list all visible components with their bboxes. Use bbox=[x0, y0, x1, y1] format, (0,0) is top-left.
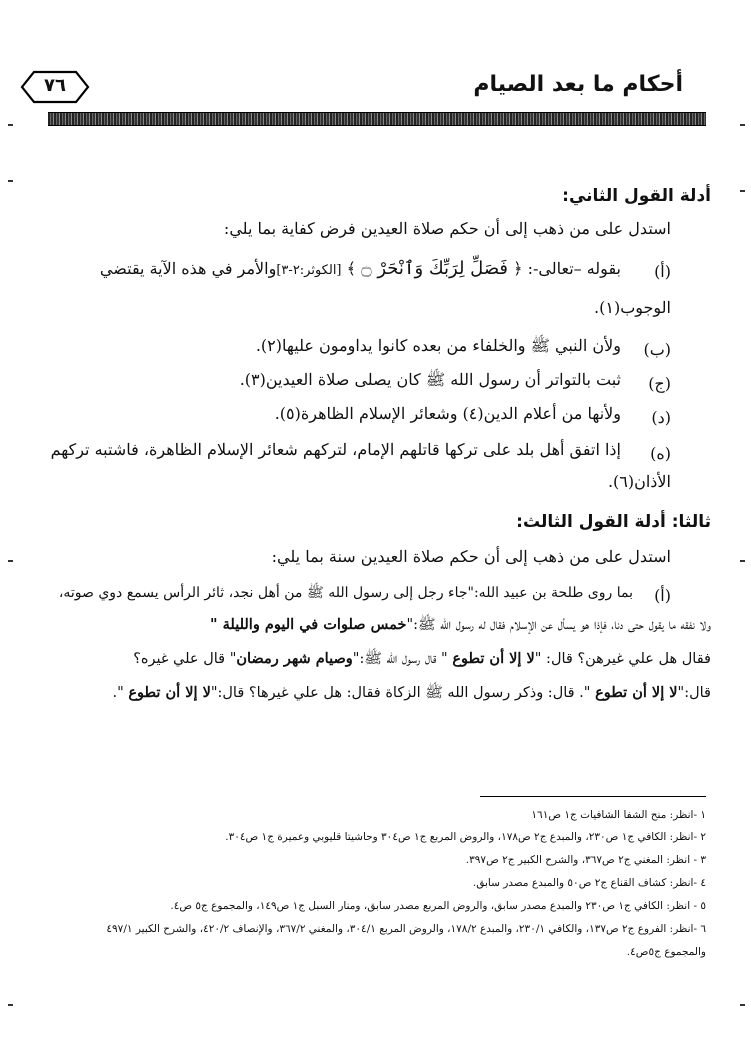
footnote-6: ٦ -انظر: الفروع ج٢ ص١٣٧، والكافي ٢٣٠/١، والمبدع ١٧٨/٢، والروض المربع ٣٠٤/١، والمغني ٣٦٧/٢، والإنصاف ٤٢٠/٢، والشرح الكبير ٤٩٧/١ bbox=[106, 923, 706, 935]
quran-reference: [الكوثر:٢-٣] bbox=[276, 263, 342, 278]
section2-heading: أدلة القول الثاني: bbox=[562, 186, 711, 206]
item-e-text: إذا اتفق أهل بلد على تركها قاتلهم الإمام، لتركهم شعائر الإسلام الظاهرة، فاشتبه تركهم bbox=[50, 440, 621, 459]
footnote-1: ١ -انظر: منح الشفا الشافيات ج١ ص١٦١ bbox=[531, 809, 706, 821]
section3-heading: ثالثا: أدلة القول الثالث: bbox=[516, 512, 711, 532]
scan-mark bbox=[8, 180, 13, 182]
hadith-line-4b: لا إلا أن تطوع bbox=[595, 684, 678, 701]
footnote-6-continuation: والمجموع ج٥ص٤. bbox=[626, 946, 706, 958]
scan-mark bbox=[8, 124, 13, 126]
page-number-badge bbox=[20, 70, 90, 104]
item-b-text: ولأن النبي ﷺ والخلفاء من بعده كانوا يداومون عليها(٢). bbox=[255, 336, 621, 355]
hadith-line-3c: " قال رسول الله ﷺ:" bbox=[352, 651, 453, 667]
hadith-line-2b: خمس صلوات في اليوم والليلة " bbox=[210, 616, 407, 633]
quran-verse: فَصَلِّ لِرَبِّكَ وَٱنْحَرْ ۝ bbox=[361, 258, 509, 279]
footnote-4: ٤ -انظر: كشاف القناع ج٢ ص٥٠ والمبدع مصدر سابق. bbox=[472, 877, 706, 889]
footnote-2: ٢ -انظر: الكافي ج١ ص٢٣٠، والمبدع ج٢ ص١٧٨، والروض المربع ج١ ص٣٠٤ وحاشيتا قليوبي وعميرة ج١ ص٣٠٤. bbox=[225, 831, 706, 843]
scan-mark bbox=[740, 190, 745, 192]
page-number: ٧٦ bbox=[44, 75, 66, 96]
item-a-text bbox=[40, 258, 621, 279]
item-a-continuation: الوجوب(١). bbox=[594, 298, 671, 317]
hadith-line-4d: لا إلا أن تطوع bbox=[128, 684, 211, 701]
scan-mark bbox=[740, 560, 745, 562]
hadith-line-2 bbox=[40, 616, 711, 637]
scan-mark bbox=[8, 560, 13, 562]
scan-mark bbox=[740, 1004, 745, 1006]
footnote-3: ٣ - انظر: المغني ج٢ ص٣٦٧، والشرح الكبير ج٢ ص٣٩٧. bbox=[465, 854, 706, 866]
item-c-text: ثبت بالتواتر أن رسول الله ﷺ كان يصلى صلاة العيدين(٣). bbox=[239, 370, 621, 389]
item-a-label: (أ) bbox=[654, 262, 671, 281]
header-divider bbox=[48, 112, 706, 126]
item-e-label: (ه) bbox=[650, 444, 671, 463]
section2-intro: استدل على من ذهب إلى أن حكم صلاة العيدين فرض كفاية بما يلي: bbox=[223, 219, 671, 238]
item-b-label: (ب) bbox=[643, 340, 671, 359]
item-d-text: ولأنها من أعلام الدين(٤) وشعائر الإسلام الظاهرة(٥). bbox=[274, 404, 621, 423]
hadith-line-4e: ". bbox=[112, 685, 129, 701]
hadith-line-4c: ". قال: وذكر رسول الله ﷺ الزكاة فقال: هل علي غيرها؟ قال:" bbox=[210, 685, 596, 701]
running-header-title: أحكام ما بعد الصيام bbox=[473, 72, 683, 97]
hadith-line-3d: وصيام شهر رمضان bbox=[236, 650, 353, 667]
section3-item-a-label: (أ) bbox=[654, 586, 671, 605]
hadith-line-3 bbox=[40, 650, 711, 671]
hadith-line-4a: قال:" bbox=[677, 685, 711, 701]
item-a-post: ﴾ bbox=[346, 259, 356, 278]
hadith-line-3a: فقال هل علي غيرهن؟ قال: " bbox=[534, 651, 711, 667]
scan-mark bbox=[740, 124, 745, 126]
scan-mark bbox=[8, 1004, 13, 1006]
hadith-line-2a: ولا نفقه ما يقول حتى دنا، فإذا هو يسأل عن الإسلام فقال له رسول الله ﷺ:" bbox=[406, 617, 711, 633]
hadith-line-4 bbox=[40, 684, 711, 705]
footnote-5: ٥ - انظر: الكافي ج١ ص٢٣٠ والمبدع مصدر سابق، والروض المربع مصدر سابق، ومنار السبل ج١ ص١٤٩، والمجموع ج٥ ص٤. bbox=[170, 900, 706, 912]
hadith-line-3b: لا إلا أن تطوع bbox=[452, 650, 535, 667]
item-c-label: (ج) bbox=[648, 374, 671, 393]
hadith-line-3e: " قال علي غيره؟ bbox=[133, 651, 237, 667]
item-a-rest: والأمر في هذه الآية يقتضي bbox=[99, 259, 277, 278]
footnote-separator bbox=[480, 796, 706, 797]
section3-intro: استدل على من ذهب إلى أن حكم صلاة العيدين سنة بما يلي: bbox=[271, 547, 671, 566]
item-d-label: (د) bbox=[651, 408, 671, 427]
hadith-line-1: بما روى طلحة بن عبيد الله:"جاء رجل إلى رسول الله ﷺ من أهل نجد، ثائر الرأس يسمع دوي صوته، bbox=[58, 585, 633, 601]
item-a-pre: بقوله –تعالى-: ﴿ bbox=[513, 259, 621, 278]
item-e-continuation: الأذان(٦). bbox=[607, 472, 671, 491]
